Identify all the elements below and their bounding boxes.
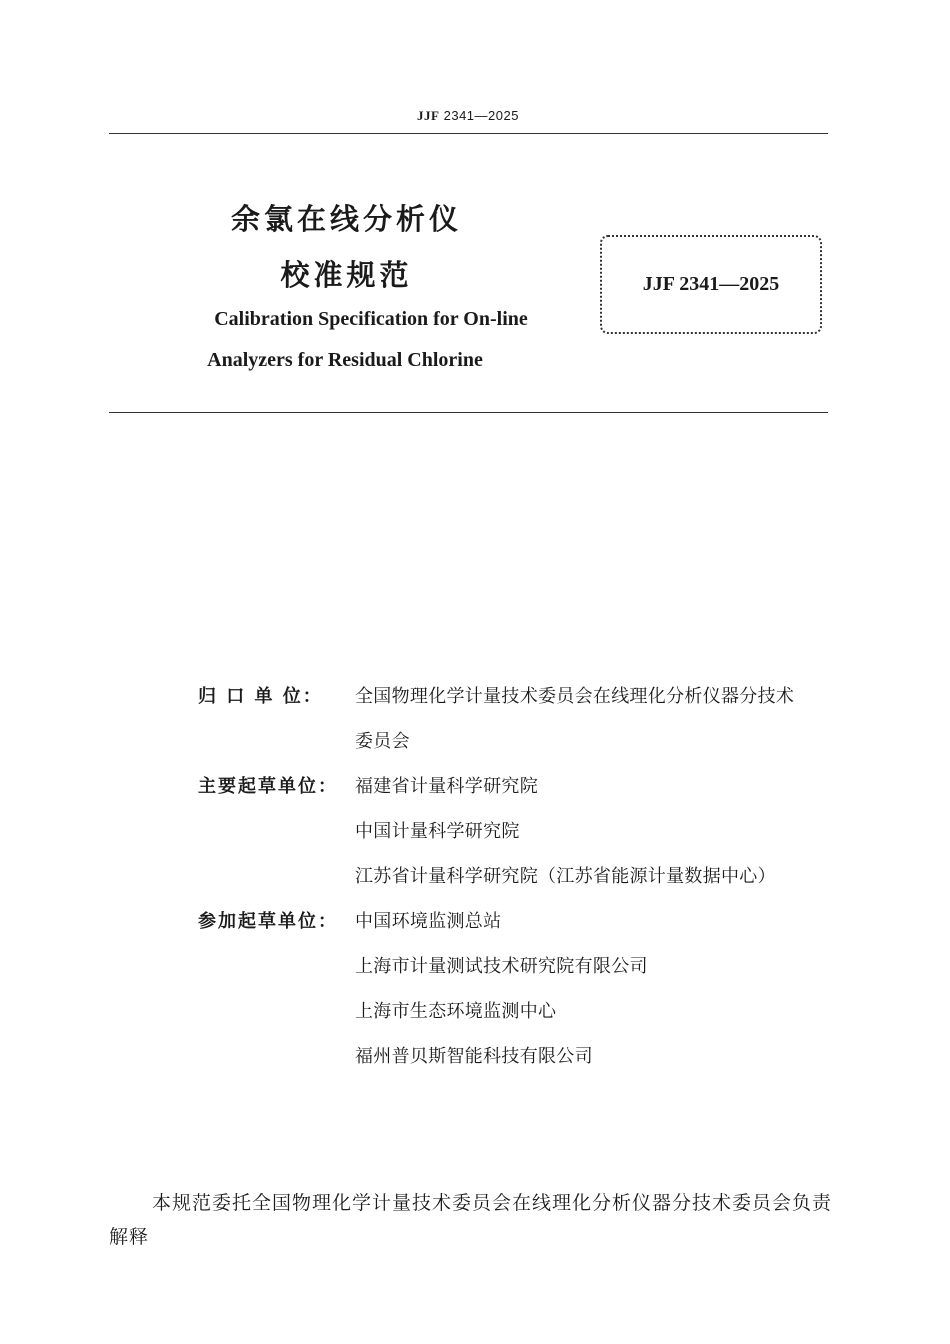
standard-code-box xyxy=(600,235,822,334)
participating-unit-row xyxy=(198,897,838,942)
responsible-unit-label: 归 口 单 位： xyxy=(198,685,323,707)
title-english-line-1: Calibration Specification for On-line xyxy=(214,308,528,330)
participating-unit-value: 福州普贝斯智能科技有限公司 xyxy=(355,1045,593,1067)
header-code-number: 2341—2025 xyxy=(443,108,519,123)
participating-unit-row-cont xyxy=(198,942,838,987)
drafting-units-section xyxy=(198,672,838,1077)
participating-unit-row-cont xyxy=(198,987,838,1032)
participating-unit-label: 参加起草单位： xyxy=(198,910,338,932)
header-code-prefix: JJF xyxy=(417,108,440,123)
main-drafting-unit-row-cont xyxy=(198,852,838,897)
participating-unit-value: 中国环境监测总站 xyxy=(355,910,502,932)
main-drafting-unit-value: 福建省计量科学研究院 xyxy=(355,775,538,797)
middle-divider xyxy=(109,412,828,413)
responsible-unit-value: 委员会 xyxy=(355,730,410,752)
responsible-unit-row xyxy=(198,672,838,717)
main-drafting-unit-value: 江苏省计量科学研究院（江苏省能源计量数据中心） xyxy=(355,865,776,887)
main-drafting-unit-label: 主要起草单位： xyxy=(198,775,338,797)
title-chinese-line-1: 余氯在线分析仪 xyxy=(230,202,462,236)
responsible-unit-row-cont xyxy=(198,717,838,762)
title-english-line-2: Analyzers for Residual Chlorine xyxy=(207,349,483,371)
interpretation-note: 本规范委托全国物理化学计量技术委员会在线理化分析仪器分技术委员会负责解释 xyxy=(109,1192,833,1248)
header-standard-code xyxy=(0,108,936,124)
main-drafting-unit-value: 中国计量科学研究院 xyxy=(355,820,520,842)
main-drafting-unit-row xyxy=(198,762,838,807)
responsible-unit-value: 全国物理化学计量技术委员会在线理化分析仪器分技术 xyxy=(355,685,795,707)
standard-code-text: JJF 2341—2025 xyxy=(642,273,780,295)
title-chinese-line-2: 校准规范 xyxy=(280,258,413,292)
participating-unit-row-cont xyxy=(198,1032,838,1077)
top-divider xyxy=(109,133,828,134)
main-drafting-unit-row-cont xyxy=(198,807,838,852)
participating-unit-value: 上海市计量测试技术研究院有限公司 xyxy=(355,955,648,977)
participating-unit-value: 上海市生态环境监测中心 xyxy=(355,1000,557,1022)
